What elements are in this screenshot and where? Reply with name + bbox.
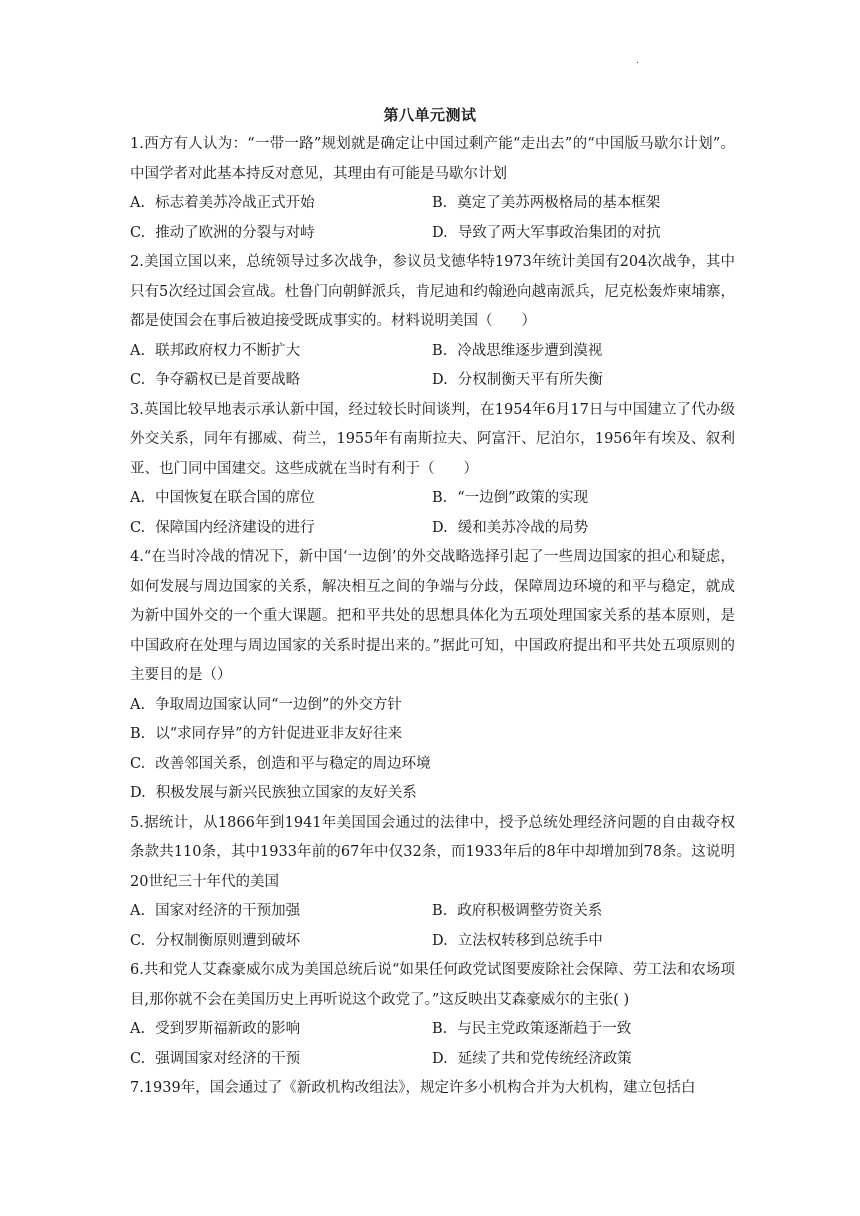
- option-key: B.: [432, 1021, 448, 1037]
- question-stem: 6.共和党人艾森豪威尔成为美国总统后说“如果任何政党试图要废除社会保障、劳工法和农场项目,那你就不会在美国历史上再听说这个政党了。”这反映出艾森豪威尔的主张( ): [130, 962, 735, 1008]
- option-text: 缓和美苏冷战的局势: [457, 519, 589, 536]
- question-stem: 5.据统计，从1866年到1941年美国国会通过的法律中，授予总统处理经济问题的自由裁夺权条款共110条，其中1933年前的67年中仅32条，而1933年后的8年中却增加到78条。这说明20世纪三十年代的美国: [130, 814, 735, 890]
- option-list: [130, 897, 735, 956]
- option-key: A.: [130, 1021, 146, 1037]
- option-list: [130, 337, 735, 396]
- option-a: [130, 897, 432, 927]
- option-b: [432, 484, 734, 514]
- option-a: [130, 484, 432, 514]
- option-text: 改善邻国关系，创造和平与稳定的周边环境: [155, 755, 431, 772]
- option-text: 中国恢复在联合国的席位: [155, 490, 315, 506]
- option-key: B.: [130, 726, 146, 742]
- option-text: 受到罗斯福新政的影响: [155, 1021, 301, 1037]
- option-text: 强调国家对经济的干预: [155, 1050, 301, 1067]
- option-c: [130, 366, 432, 396]
- option-text: 标志着美苏冷战正式开始: [155, 195, 315, 211]
- question-stem: 7.1939年，国会通过了《新政机构改组法》，规定许多小机构合并为大机构，建立包括白: [130, 1080, 696, 1096]
- option-list: [130, 484, 735, 543]
- question-4: [130, 543, 735, 809]
- option-text: 积极发展与新兴民族独立国家的友好关系: [155, 785, 417, 801]
- option-c: [130, 219, 432, 249]
- option-text: 推动了欧洲的分裂与对峙: [155, 224, 315, 241]
- option-text: 国家对经济的干预加强: [155, 903, 301, 919]
- option-key: D.: [432, 224, 448, 241]
- option-key: B.: [432, 490, 448, 506]
- option-text: “一边倒”政策的实现: [457, 490, 589, 506]
- option-key: A.: [130, 342, 146, 359]
- option-key: A.: [130, 903, 146, 919]
- option-d: [432, 219, 734, 249]
- option-key: C.: [130, 1050, 146, 1067]
- option-text: 争取周边国家认同“一边倒”的外交方针: [155, 696, 402, 713]
- option-key: A.: [130, 195, 146, 211]
- option-key: D.: [130, 785, 146, 801]
- question-6: [130, 956, 735, 1074]
- option-b: [432, 1015, 734, 1045]
- option-d: [432, 366, 734, 396]
- option-b: [432, 337, 734, 367]
- question-stem: 1.西方有人认为：“一带一路”规划就是确定让中国过剩产能“走出去”的“中国版马歇尔计划”。中国学者对此基本持反对意见，其理由有可能是马歇尔计划: [130, 136, 735, 182]
- option-a: [130, 189, 432, 219]
- option-key: C.: [130, 372, 146, 388]
- question-2: [130, 248, 735, 396]
- option-text: 政府积极调整劳资关系: [457, 903, 603, 919]
- option-c: [130, 1045, 432, 1075]
- option-text: 导致了两大军事政治集团的对抗: [457, 224, 661, 241]
- option-text: 分权制衡原则遭到破坏: [155, 932, 301, 949]
- option-b: [130, 720, 735, 750]
- option-c: [130, 927, 432, 957]
- question-stem: 4.“在当时冷战的情况下，新中国‘一边倒’的外交战略选择引起了一些周边国家的担心和疑虑，如何发展与周边国家的关系，解决相互之间的争端与分歧，保障周边环境的和平与稳定，就成为新中国外交的一个重大课题。把和平共处的思想具体化为五项处理国家关系的基本原则，是中国政府在处理与周边国家的关系时提出来的。”据此可知，中国政府提出和平共处五项原则的主要目的是（）: [130, 549, 735, 683]
- option-text: 立法权转移到总统手中: [457, 932, 603, 949]
- option-key: D.: [432, 932, 448, 949]
- option-key: A.: [130, 696, 146, 713]
- option-key: D.: [432, 372, 448, 388]
- option-d: [432, 927, 734, 957]
- option-key: A.: [130, 490, 146, 506]
- option-key: D.: [432, 519, 448, 536]
- option-c: [130, 750, 735, 780]
- option-key: B.: [432, 195, 448, 211]
- option-text: 保障国内经济建设的进行: [155, 519, 315, 536]
- option-key: C.: [130, 519, 146, 536]
- option-text: 冷战思维逐步遭到漠视: [457, 342, 603, 359]
- option-text: 争夺霸权已是首要战略: [155, 372, 301, 388]
- option-list: [130, 1015, 735, 1074]
- option-a: [130, 1015, 432, 1045]
- option-key: C.: [130, 755, 146, 772]
- option-text: 延续了共和党传统经济政策: [457, 1050, 632, 1067]
- question-stem: 2.美国立国以来，总统领导过多次战争，参议员戈德华特1973年统计美国有204次战争，其中只有5次经过国会宣战。杜鲁门向朝鲜派兵，肯尼迪和约翰逊向越南派兵，尼克松轰炸柬埔寨，都是使国会在事后被迫接受既成事实的。材料说明美国（ ）: [130, 254, 735, 329]
- option-list: [130, 691, 735, 809]
- option-key: C.: [130, 932, 146, 949]
- page-mark: ·: [636, 58, 640, 69]
- question-stem: 3.英国比较早地表示承认新中国，经过较长时间谈判，在1954年6月17日与中国建立了代办级外交关系，同年有挪威、荷兰，1955年有南斯拉夫、阿富汗、尼泊尔，1956年有埃及、叙利亚、也门同中国建交。这些成就在当时有利于（ ）: [130, 401, 735, 477]
- option-text: 联邦政府权力不断扩大: [155, 342, 301, 359]
- option-list: [130, 189, 735, 248]
- option-text: 以“求同存异”的方针促进亚非友好往来: [155, 726, 403, 742]
- option-d: [432, 1045, 734, 1075]
- question-1: [130, 130, 735, 248]
- option-text: 与民主党政策逐渐趋于一致: [457, 1021, 632, 1037]
- option-a: [130, 337, 432, 367]
- question-list: [130, 130, 735, 1104]
- option-key: D.: [432, 1050, 448, 1067]
- option-key: B.: [432, 342, 448, 359]
- option-b: [432, 897, 734, 927]
- option-text: 分权制衡天平有所失衡: [457, 372, 603, 388]
- option-key: B.: [432, 903, 448, 919]
- page-title: 第八单元测试: [383, 106, 477, 124]
- option-a: [130, 691, 735, 721]
- option-text: 奠定了美苏两极格局的基本框架: [457, 195, 661, 211]
- option-c: [130, 514, 432, 544]
- question-7: [130, 1074, 735, 1104]
- option-b: [432, 189, 734, 219]
- option-key: C.: [130, 224, 146, 241]
- option-d: [130, 779, 735, 809]
- question-5: [130, 809, 735, 957]
- option-d: [432, 514, 734, 544]
- question-3: [130, 396, 735, 544]
